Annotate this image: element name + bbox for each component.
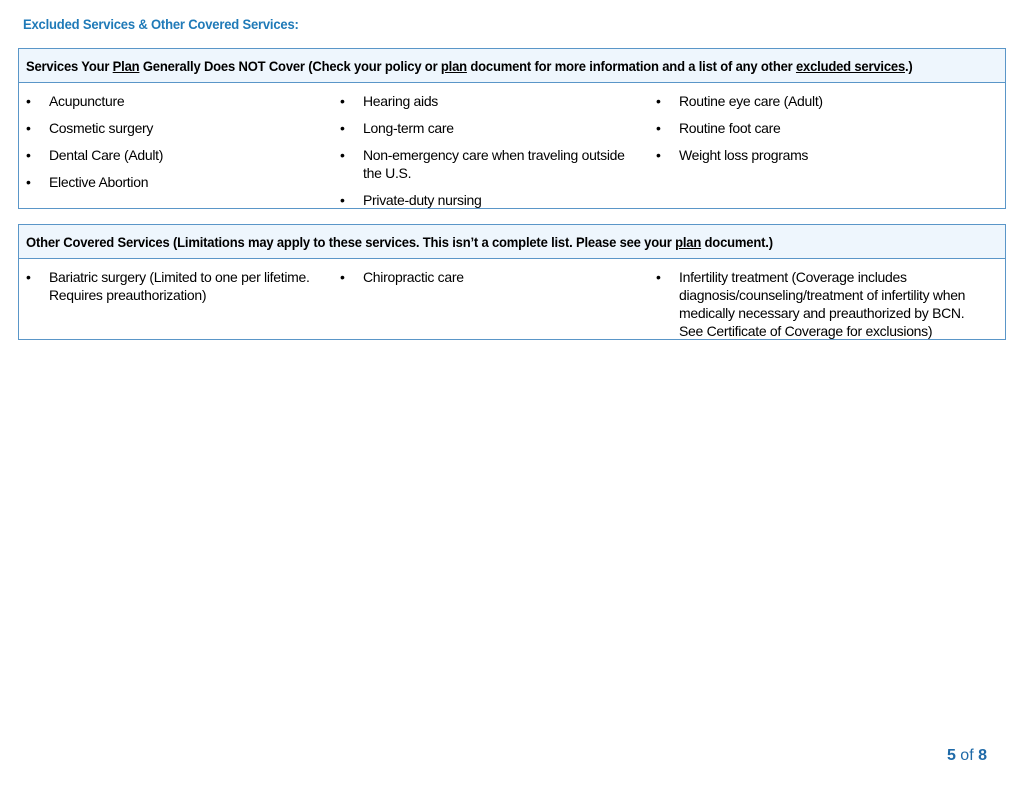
excluded-services-link[interactable]: excluded services — [795, 58, 905, 74]
header-text-4: .) — [904, 58, 913, 74]
list-item: • Routine eye care (Adult) — [656, 93, 823, 109]
list-item: • Hearing aids — [340, 93, 438, 109]
bullet-icon: • — [26, 174, 31, 190]
excluded-column-3 — [656, 92, 971, 173]
list-item: • Infertility treatment (Coverage includes diagnosis/counseling/treatment of infertility when medically necessary and preauthorized by BCN. See Certificate of Coverage for exclusions) — [656, 269, 966, 339]
bullet-icon: • — [656, 147, 661, 163]
list-item: • Weight loss programs — [656, 147, 809, 163]
covered-column-3 — [656, 268, 971, 349]
covered-column-2 — [340, 268, 640, 295]
bullet-icon: • — [26, 120, 31, 136]
header-text-1: Other Covered Services (Limitations may apply to these services. This isn’t a complete list. Please see your — [26, 234, 676, 250]
bullet-icon: • — [656, 269, 661, 285]
bullet-icon: • — [340, 120, 345, 136]
plan-document-link[interactable]: plan — [675, 234, 702, 250]
section-title: Excluded Services & Other Covered Services: — [23, 16, 299, 32]
list-item: • Elective Abortion — [26, 174, 149, 190]
other-covered-services-header — [19, 225, 1005, 259]
list-item: • Non-emergency care when traveling outside the U.S. — [340, 147, 625, 181]
list-item: • Bariatric surgery (Limited to one per lifetime. Requires preauthorization) — [26, 269, 310, 303]
page-total: 8 — [978, 747, 987, 764]
bullet-icon: • — [656, 120, 661, 136]
bullet-icon: • — [26, 93, 31, 109]
list-item: • Private-duty nursing — [340, 192, 482, 208]
bullet-icon: • — [26, 269, 31, 285]
list-item: • Acupuncture — [26, 93, 125, 109]
list-item: • Cosmetic surgery — [26, 120, 154, 136]
list-item: • Dental Care (Adult) — [26, 147, 164, 163]
bullet-icon: • — [26, 147, 31, 163]
list-item: • Chiropractic care — [340, 269, 464, 285]
bullet-icon: • — [656, 93, 661, 109]
excluded-column-2 — [340, 92, 640, 218]
excluded-services-header — [19, 49, 1005, 83]
list-item: • Routine foot care — [656, 120, 781, 136]
page-current: 5 — [946, 747, 956, 764]
excluded-services-table — [18, 48, 1006, 209]
bullet-icon: • — [340, 147, 345, 163]
header-text-2: document.) — [701, 234, 773, 250]
header-text-2: Generally Does NOT Cover (Check your policy or — [139, 58, 441, 74]
covered-column-1 — [26, 268, 326, 313]
excluded-column-1 — [26, 92, 326, 200]
plan-document-link[interactable]: plan — [440, 58, 467, 74]
page-of-label: of — [960, 747, 974, 764]
header-text-1: Services Your — [26, 58, 113, 74]
bullet-icon: • — [340, 269, 345, 285]
list-item: • Long-term care — [340, 120, 454, 136]
page-number — [947, 747, 987, 765]
other-covered-services-table — [18, 224, 1006, 340]
header-text-3: document for more information and a list of any other — [466, 58, 796, 74]
bullet-icon: • — [340, 93, 345, 109]
plan-link[interactable]: Plan — [112, 58, 140, 74]
bullet-icon: • — [340, 192, 345, 208]
